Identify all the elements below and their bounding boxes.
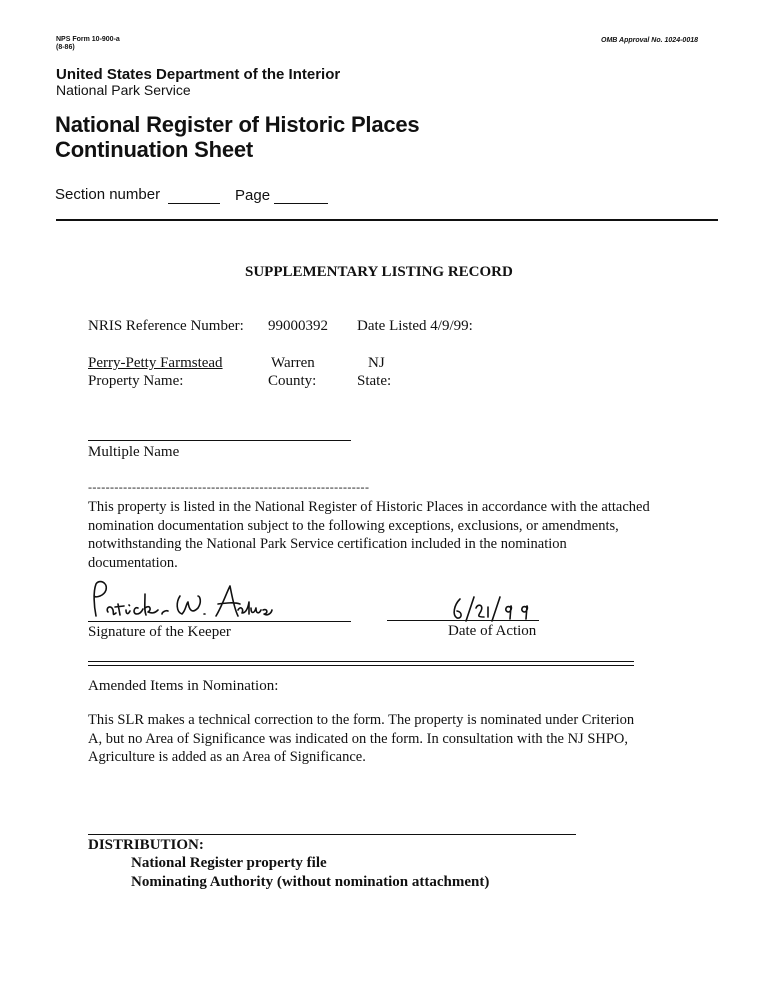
page-title-line2: Continuation Sheet xyxy=(55,137,254,162)
form-number-text: NPS Form 10-900-a xyxy=(56,36,120,43)
state-label: State: xyxy=(357,373,392,389)
page-label: Page xyxy=(235,187,271,204)
record-heading: SUPPLEMENTARY LISTING RECORD xyxy=(245,264,513,280)
double-divider-bottom xyxy=(88,665,634,666)
header-divider xyxy=(56,219,718,221)
county-label: County: xyxy=(268,373,317,389)
amendment-line: This SLR makes a technical correction to the form. The property is nominated under Criterion xyxy=(88,712,635,728)
county-value: Warren xyxy=(271,355,315,371)
nris-value: 99000392 xyxy=(268,318,328,334)
statement-line: This property is listed in the National Register of Historic Places in accordance with the attached xyxy=(88,499,650,515)
distribution-label: DISTRIBUTION: xyxy=(88,837,204,853)
page-number-blank xyxy=(274,203,328,204)
distribution-item: Nominating Authority (without nomination attachment) xyxy=(131,874,490,890)
state-value: NJ xyxy=(368,355,385,371)
statement-line: documentation. xyxy=(88,554,178,571)
date-of-action-label: Date of Action xyxy=(448,623,537,639)
amendment-text xyxy=(88,711,688,767)
distribution-divider xyxy=(88,834,576,835)
multiple-name-label: Multiple Name xyxy=(88,444,180,460)
dashed-divider: ---------------------------------------------------------------- xyxy=(88,480,370,494)
omb-approval: OMB Approval No. 1024-0018 xyxy=(601,37,698,44)
distribution-item: National Register property file xyxy=(131,855,327,871)
amended-items-label: Amended Items in Nomination: xyxy=(88,678,279,694)
agency-name: National Park Service xyxy=(56,82,191,98)
section-number-blank xyxy=(168,203,220,204)
department-name: United States Department of the Interior xyxy=(56,66,341,83)
double-divider-top xyxy=(88,661,634,662)
signature-line xyxy=(88,621,351,622)
listing-statement xyxy=(88,498,688,572)
amendment-line: Agriculture is added as an Area of Significance. xyxy=(88,749,366,765)
form-date-text: (8-86) xyxy=(56,44,75,51)
statement-line: notwithstanding the National Park Service certification included in the nomination xyxy=(88,536,567,552)
date-listed: Date Listed 4/9/99: xyxy=(357,318,473,334)
property-name-label: Property Name: xyxy=(88,373,184,389)
date-of-action-line xyxy=(387,620,539,621)
action-date-handwritten xyxy=(448,595,538,623)
page-title-line1: National Register of Historic Places xyxy=(55,112,420,137)
section-number-label: Section number xyxy=(55,186,161,203)
signature-label: Signature of the Keeper xyxy=(88,624,231,640)
form-number xyxy=(56,36,120,52)
property-name-value: Perry-Petty Farmstead xyxy=(88,355,223,371)
amendment-line: A, but no Area of Significance was indicated on the form. In consultation with the NJ SHPO, xyxy=(88,730,629,747)
nris-label: NRIS Reference Number: xyxy=(88,318,244,334)
keeper-signature xyxy=(88,580,273,624)
multiple-name-blank xyxy=(88,440,351,441)
statement-line: nomination documentation subject to the following exceptions, exclusions, or amendments, xyxy=(88,517,619,534)
